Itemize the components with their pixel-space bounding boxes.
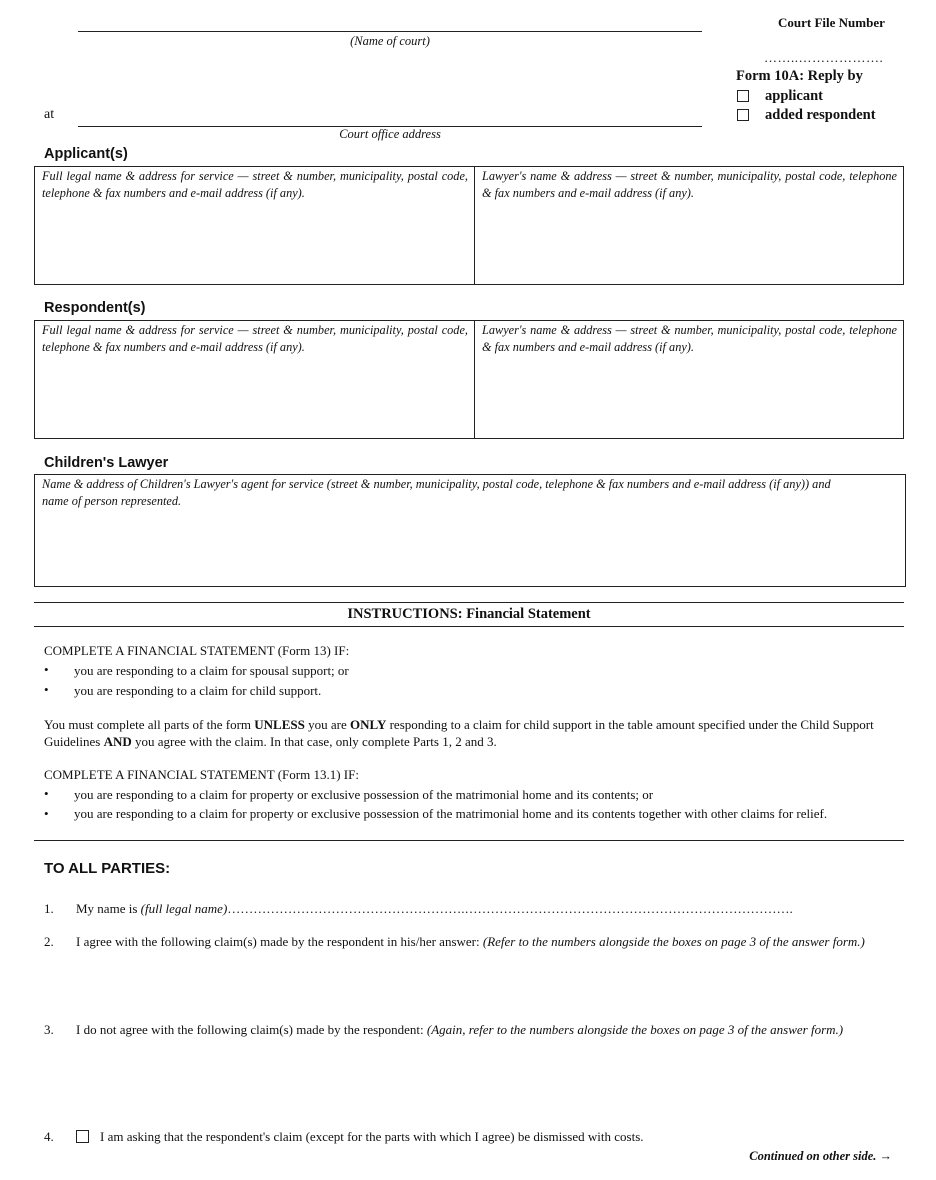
full-legal-name-field[interactable]: ……………………………………………….…………………………………………………………………. [227,901,793,916]
childrens-lawyer-heading: Children's Lawyer [44,455,169,471]
applicant-lawyer-field[interactable] [475,167,903,284]
respondent-lawyer-field[interactable] [475,321,903,438]
bullet-icon: • [44,806,49,821]
childrens-lawyer-caption: Name & address of Children's Lawyer's agent for service (street & number, municipality, postal code, telephone & fax numbers and e-mail address (if any)) and name of person represented. [42,477,831,508]
childrens-lawyer-box [34,474,906,587]
item-2-number: 2. [44,934,54,949]
respondent-info-field[interactable] [35,321,475,438]
respondents-box [34,320,904,439]
continued-note: Continued on other side. → [749,1149,892,1163]
reply-by-applicant-checkbox[interactable] [737,90,749,102]
disagreed-claims-field[interactable] [76,1060,896,1115]
para-text: you are [304,717,350,732]
to-all-parties-heading: TO ALL PARTIES: [44,860,171,877]
item-4-number: 4. [44,1129,54,1144]
item-1-italic: (full legal name) [140,901,228,916]
respondents-heading: Respondent(s) [44,300,146,316]
item-1-text [76,900,896,917]
form131-bullet-property-other: you are responding to a claim for property or exclusive possession of the matrimonial home and its contents together with other claims for relief. [74,806,828,821]
item-1-number: 1. [44,901,54,916]
item-4-text: I am asking that the respondent's claim (except for the parts with which I agree) be dismissed with costs. [100,1129,644,1144]
bullet-icon: • [44,786,49,801]
instructions-top-rule [34,602,904,603]
respondent-lawyer-caption: Lawyer's name & address — street & number, municipality, postal code, telephone & fax numbers and e-mail address (if any). [482,323,897,354]
item-2-text [76,933,876,950]
form131-intro: COMPLETE A FINANCIAL STATEMENT (Form 13.1) IF: [44,767,359,782]
childrens-lawyer-field[interactable] [35,475,905,586]
reply-by-added-respondent-checkbox[interactable] [737,109,749,121]
form131-bullet-property: you are responding to a claim for property or exclusive possession of the matrimonial home and its contents; or [74,787,654,802]
para-text: You must complete all parts of the form [44,717,255,732]
applicant-lawyer-caption: Lawyer's name & address — street & number, municipality, postal code, telephone & fax numbers and e-mail address (if any). [482,169,897,200]
instructions-paragraph [44,716,896,750]
court-name-line[interactable] [78,31,702,32]
court-file-number-field[interactable]: ……..………………. [764,50,884,65]
at-label: at [44,107,55,122]
item-2-italic: (Refer to the numbers alongside the boxes on page 3 of the answer form.) [482,934,865,949]
applicant-info-caption: Full legal name & address for service — street & number, municipality, postal code, telephone & fax numbers and e-mail address (if any). [42,169,468,200]
applicants-heading: Applicant(s) [44,146,128,162]
para-and: AND [103,734,132,749]
form-title: Form 10A: Reply by [736,68,863,84]
court-office-caption: Court office address [339,127,441,141]
para-text: you agree with the claim. In that case, only complete Parts 1, 2 and 3. [131,734,497,749]
respondent-info-caption: Full legal name & address for service — street & number, municipality, postal code, telephone & fax numbers and e-mail address (if any). [42,323,468,354]
instructions-heading: INSTRUCTIONS: Financial Statement [347,606,591,622]
item-3-number: 3. [44,1022,54,1037]
instructions-bottom-rule [34,840,904,841]
bullet-icon: • [44,662,49,677]
item-3-label: I do not agree with the following claim(s) made by the respondent: [76,1022,427,1037]
court-name-caption: (Name of court) [350,34,430,48]
agreed-claims-field[interactable] [76,970,896,1010]
bullet-icon: • [44,682,49,697]
dismiss-claim-checkbox[interactable] [76,1130,89,1143]
form13-bullet-child: you are responding to a claim for child support. [74,683,322,698]
para-only: ONLY [349,717,387,732]
item-3-italic: (Again, refer to the numbers alongside the boxes on page 3 of the answer form.) [426,1022,844,1037]
applicants-box [34,166,904,285]
para-text: responding to a claim for child support in the table amount specified under the Child Support Guidelines [44,717,874,749]
item-3-text [76,1021,896,1038]
form13-intro: COMPLETE A FINANCIAL STATEMENT (Form 13) IF: [44,643,350,658]
instructions-heading-rule [34,626,904,627]
reply-by-added-respondent-label: added respondent [765,107,876,123]
court-file-number-label: Court File Number [778,15,885,30]
para-unless: UNLESS [254,717,305,732]
item-2-label: I agree with the following claim(s) made by the respondent in his/her answer: [76,934,483,949]
item-1-label: My name is [76,901,141,916]
form13-bullet-spousal: you are responding to a claim for spousal support; or [74,663,349,678]
applicant-info-field[interactable] [35,167,475,284]
reply-by-applicant-label: applicant [765,88,824,104]
